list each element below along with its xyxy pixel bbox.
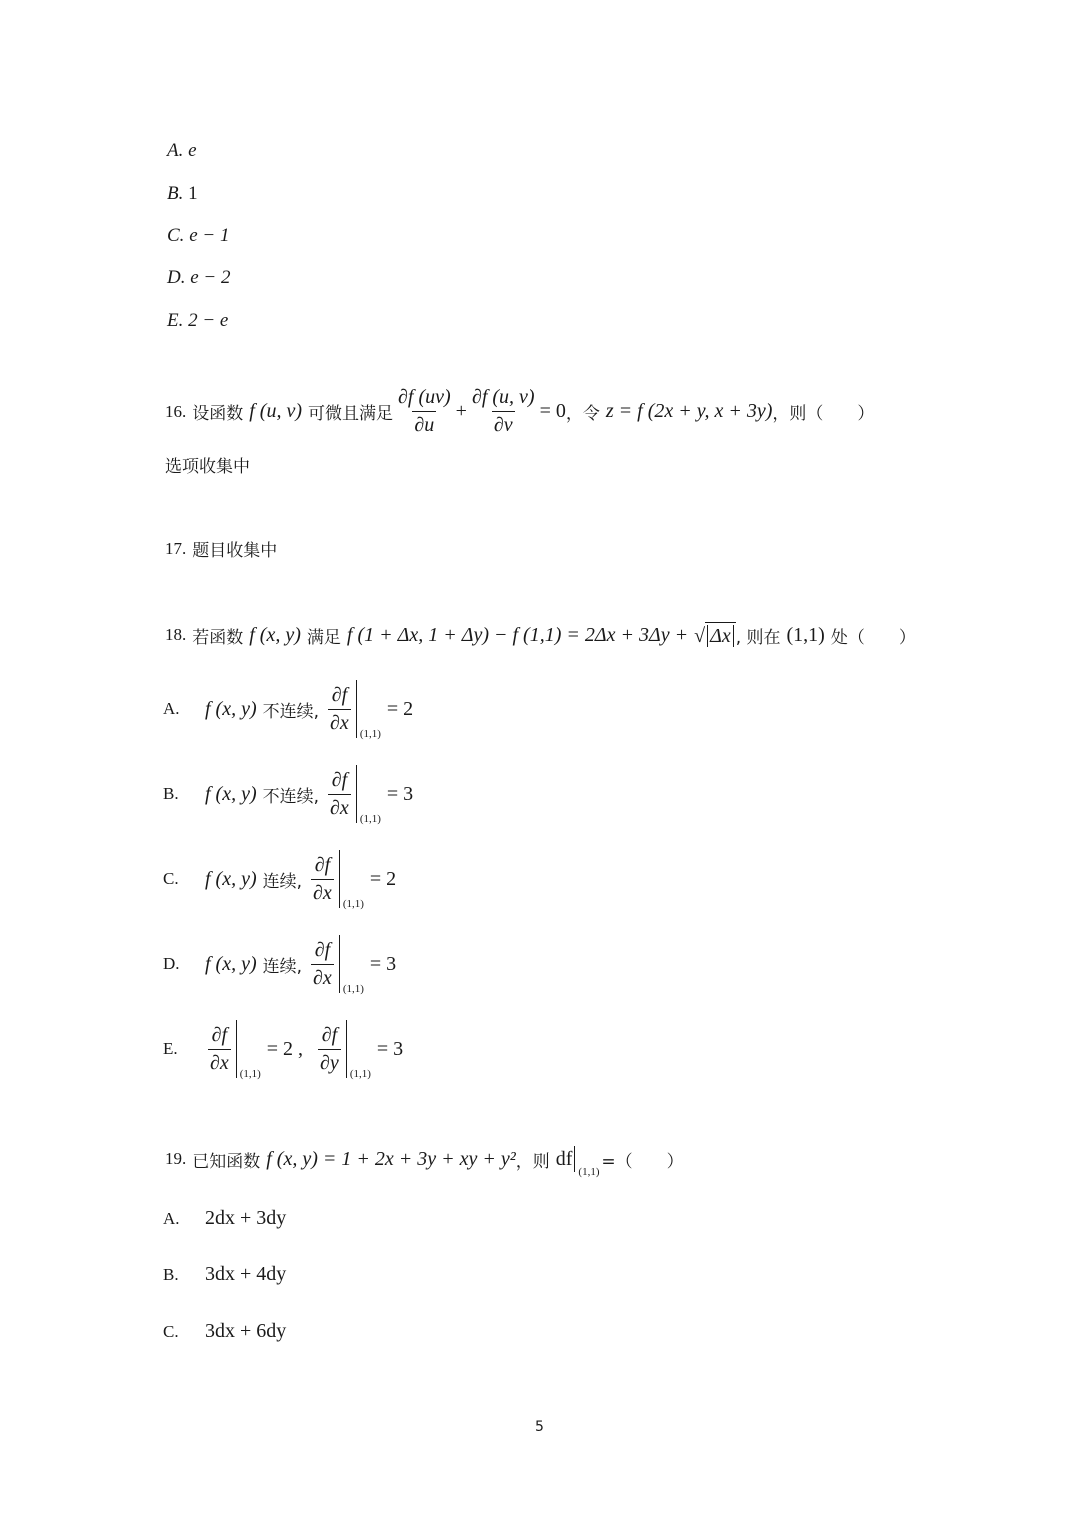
q18-option-b: B. f (x, y) 不连续, $\frac{\partial f}{\partial x}$ (1,1) = 3 (163, 765, 413, 823)
eval-bar: (1,1) (339, 850, 370, 908)
prev-option-a: A. e (167, 140, 197, 161)
question-19: 19. 已知函数 f (x, y) = 1 + 2x + 3y + xy + y² ，则 df (1,1) =（ ） (165, 1147, 684, 1178)
eval-bar: (1,1) (339, 935, 370, 993)
q19-option-b: B. 3dx + 4dy (163, 1263, 287, 1285)
page-number: 5 (535, 1419, 544, 1435)
prev-option-c: C. e − 1 (167, 225, 230, 246)
question-18: 18. 若函数 f (x, y) 满足 f (1 + Δx, 1 + Δy) − f (1,1) = 2Δx + 3Δy + √ Δx , 则在 (1,1) 处（ ） (165, 623, 916, 648)
q18-option-a: A. f (x, y) 不连续, $\frac{\partial f}{\partial x}$ (1,1) = 2 (163, 680, 413, 738)
q19-option-a: A. 2dx + 3dy (163, 1207, 287, 1229)
sqrt-abs-dx: √ Δx (694, 622, 736, 648)
q16-note: 选项收集中 (165, 457, 250, 477)
eval-bar: (1,1) (574, 1146, 601, 1172)
prev-option-e: E. 2 − e (167, 310, 229, 331)
q18-option-c: C. f (x, y) 连续, $\frac{\partial f}{\partial x}$ (1,1) = 2 (163, 850, 396, 908)
prev-option-b: B. 1 (167, 183, 198, 204)
q18-option-e: E. $\frac{\partial f}{\partial x}$ (1,1) = 2 , $\frac{\partial f}{\partial y}$ (1,1) = 3 (163, 1020, 403, 1078)
question-16: 16. 设函数 f (u, v) 可微且满足 $\frac{\partial f (uv)}{\partial u}$ + $\frac{\partial f (u, v)}{\partial v}$ = 0 ，令 z = f (2x + y, x + 3y) ，则（ ） (165, 386, 875, 436)
q19-option-c: C. 3dx + 6dy (163, 1320, 287, 1342)
eval-bar: (1,1) (236, 1020, 267, 1078)
eval-bar: (1,1) (356, 680, 387, 738)
eval-bar: (1,1) (346, 1020, 377, 1078)
prev-option-d: D. e − 2 (167, 267, 231, 288)
question-17: 17. 题目收集中 (165, 538, 278, 561)
eval-bar: (1,1) (356, 765, 387, 823)
q18-option-d: D. f (x, y) 连续, $\frac{\partial f}{\partial x}$ (1,1) = 3 (163, 935, 396, 993)
q16-fraction-2: $\frac{\partial f (u, v)}{\partial v}$ (471, 386, 535, 436)
q16-fraction-1: $\frac{\partial f (uv)}{\partial u}$ (398, 386, 451, 436)
q16-number: 16. (165, 401, 187, 421)
